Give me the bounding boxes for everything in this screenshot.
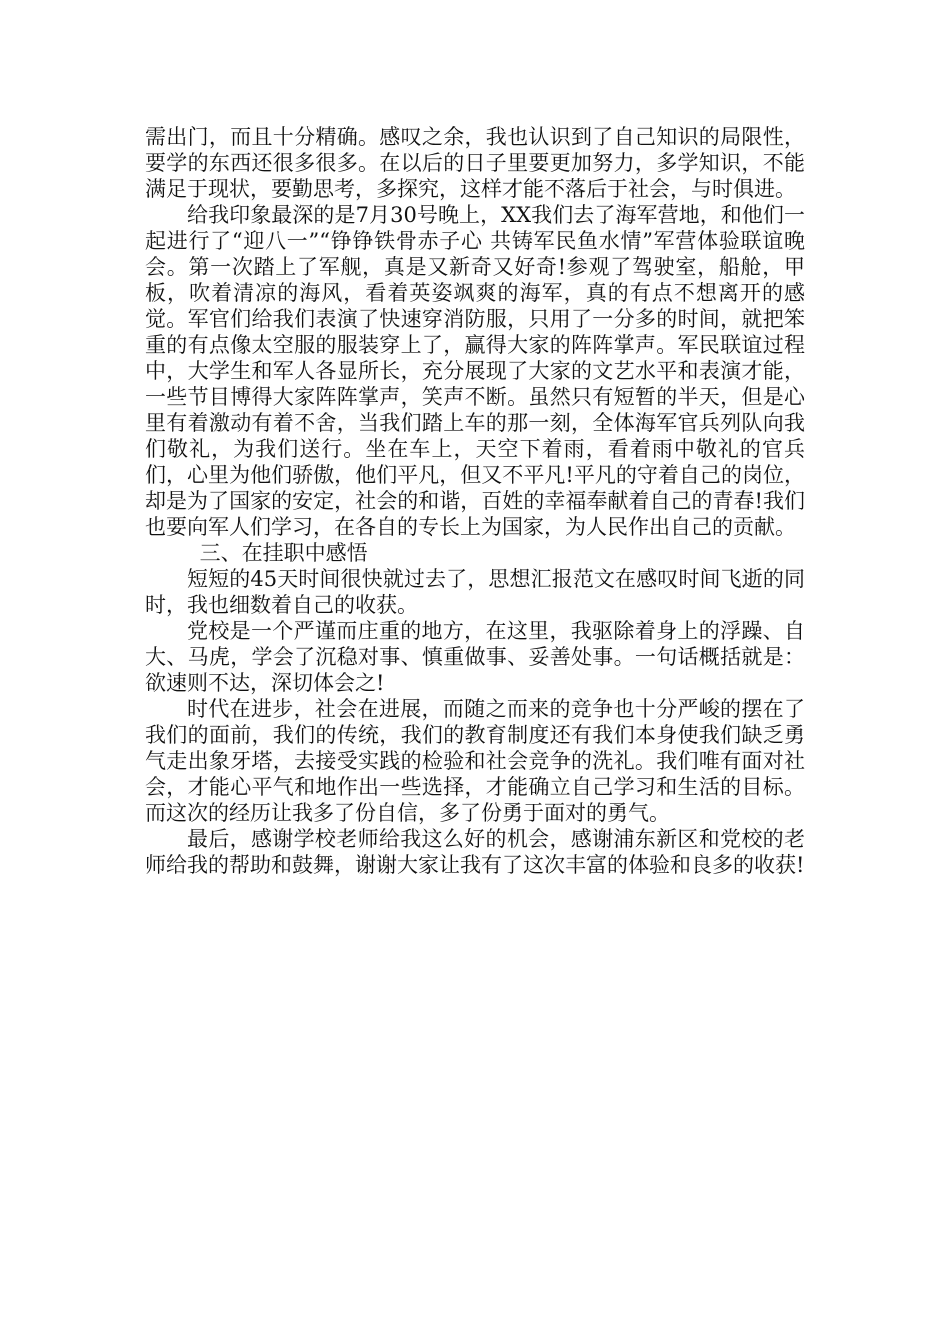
paragraph-continuation: 需出门，而且十分精确。感叹之余，我也认识到了自己知识的局限性，要学的东西还很多很多。在以后的日子里要更加努力，多学知识，不能满足于现状，要勤思考，多探究，这样才能不落后于社会，与时俱进。 [145,125,805,201]
paragraph-party-school: 党校是一个严谨而庄重的地方，在这里，我驱除着身上的浮躁、自大、马虎，学会了沉稳对事、慎重做事、妥善处事。一句话概括就是：欲速则不达，深切体会之! [145,619,805,695]
section-heading: 三、在挂职中感悟 [199,541,368,565]
paragraph-thanks: 最后，感谢学校老师给我这么好的机会，感谢浦东新区和党校的老师给我的帮助和鼓舞，谢谢大家让我有了这次丰富的体验和良多的收获! [145,827,805,877]
document-body [145,124,805,878]
paragraph-navy-visit: 给我印象最深的是7月30号晚上，XX我们去了海军营地，和他们一起进行了“迎八一”“铮铮铁骨赤子心 共铸军民鱼水情”军营体验联谊晚会。第一次踏上了军舰，真是又新奇又好奇!参观了驾驶室，船舱，甲板，吹着清凉的海风，看着英姿飒爽的海军，真的有点不想离开的感觉。军官们给我们表演了快速穿消防服，只用了一分多的时间，就把笨重的有点像太空服的服装穿上了，赢得大家的阵阵掌声。军民联谊过程中，大学生和军人各显所长，充分展现了大家的文艺水平和表演才能，一些节目博得大家阵阵掌声，笑声不断。虽然只有短暂的半天，但是心里有着激动有着不舍，当我们踏上车的那一刻，全体海军官兵列队向我们敬礼，为我们送行。坐在车上，天空下着雨，看着雨中敬礼的官兵们，心里为他们骄傲，他们平凡，但又不平凡!平凡的守着自己的岗位，却是为了国家的安定，社会的和谐，百姓的幸福奉献着自己的青春!我们也要向军人们学习，在各自的专长上为国家，为人民作出自己的贡献。 [145,203,805,539]
paragraph-times-progress: 时代在进步，社会在进展，而随之而来的竞争也十分严峻的摆在了我们的面前，我们的传统，我们的教育制度还有我们本身使我们缺乏勇气走出象牙塔，去接受实践的检验和社会竞争的洗礼。我们唯有面对社会，才能心平气和地作出一些选择，才能确立自己学习和生活的目标。而这次的经历让我多了份自信，多了份勇于面对的勇气。 [145,697,805,825]
paragraph-45-days: 短短的45天时间很快就过去了，思想汇报范文在感叹时间飞逝的同时，我也细数着自己的收获。 [145,567,805,617]
